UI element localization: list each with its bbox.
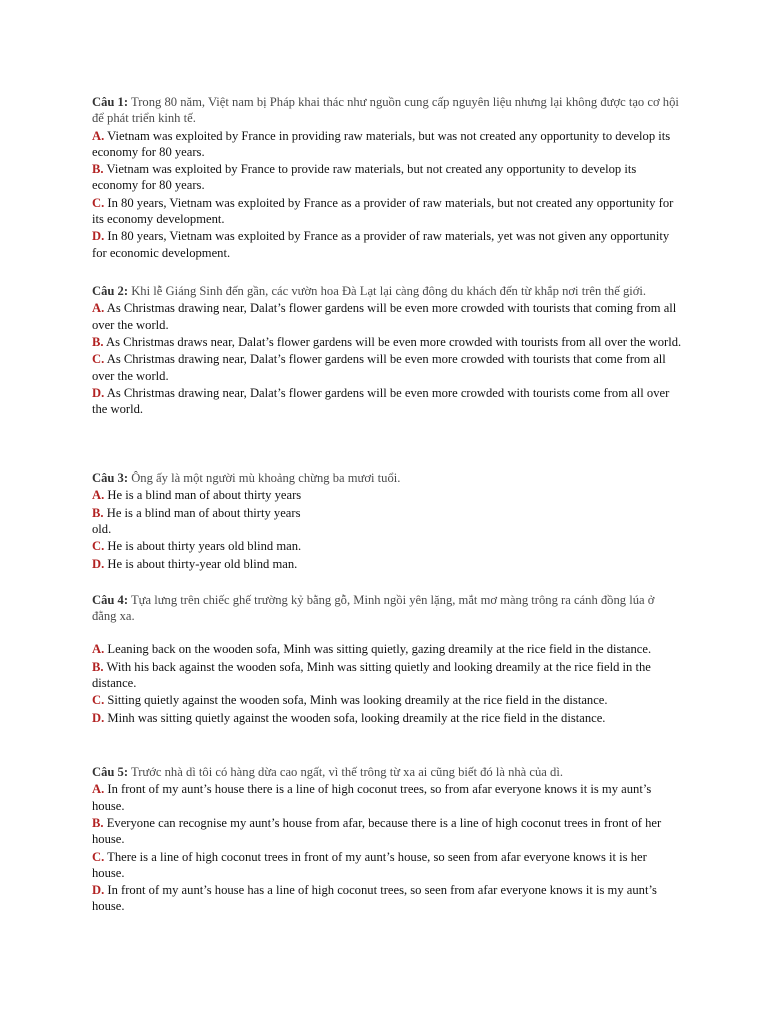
- option-letter: D.: [92, 556, 105, 571]
- option-letter: B.: [92, 334, 104, 349]
- option-letter: C.: [92, 693, 105, 708]
- option-d: [92, 556, 682, 572]
- option-d: [92, 710, 682, 726]
- option-text: Everyone can recognise my aunt’s house from afar, because there is a line of high coconut trees in front of her house.: [92, 815, 662, 847]
- option-letter: A.: [92, 301, 105, 316]
- option-a: [92, 781, 682, 813]
- option-b: [92, 659, 682, 691]
- question-3: [92, 470, 682, 572]
- option-text: As Christmas drawing near, Dalat’s flower gardens will be even more crowded with tourists that come from all over the world.: [92, 352, 666, 383]
- question-label: Câu 2:: [92, 284, 129, 298]
- option-d: [92, 882, 682, 914]
- question-prompt: Ông ấy là một người mù khoảng chừng ba mươi tuổi.: [131, 471, 401, 485]
- option-b: [92, 505, 682, 537]
- question-header: [92, 283, 682, 299]
- option-letter: A.: [92, 782, 105, 797]
- question-4: [92, 592, 682, 726]
- option-text: In front of my aunt’s house has a line of high coconut trees, so seen from afar everyone knows it is my aunt’s house.: [92, 883, 657, 914]
- option-text: Vietnam was exploited by France to provide raw materials, but not created any opportunity to develop its economy for 80 years.: [92, 162, 637, 193]
- option-letter: C.: [92, 539, 105, 554]
- option-letter: D.: [92, 385, 105, 400]
- option-text: Sitting quietly against the wooden sofa, Minh was looking dreamily at the rice field in the distance.: [107, 693, 608, 708]
- option-letter: A.: [92, 488, 105, 503]
- option-text: He is about thirty years old blind man.: [107, 539, 302, 554]
- question-label: Câu 5:: [92, 765, 129, 779]
- option-a: [92, 128, 682, 160]
- question-header: [92, 94, 682, 126]
- option-c: [92, 692, 682, 708]
- option-letter: D.: [92, 710, 105, 725]
- option-c: [92, 849, 682, 881]
- option-c: [92, 538, 682, 554]
- option-letter: D.: [92, 229, 105, 244]
- option-text: Minh was sitting quietly against the wooden sofa, looking dreamily at the rice field in the distance.: [107, 710, 606, 725]
- question-prompt: Tựa lưng trên chiếc ghế trường kỷ bằng gỗ, Minh ngồi yên lặng, mắt mơ màng trông ra cánh đồng lúa ở đằng xa.: [92, 593, 655, 624]
- option-letter: B.: [92, 659, 104, 674]
- question-prompt: Trong 80 năm, Việt nam bị Pháp khai thác như nguồn cung cấp nguyên liệu nhưng lại không được tạo cơ hội để phát triển kinh tế.: [92, 95, 679, 126]
- option-b: [92, 815, 682, 847]
- option-letter: B.: [92, 815, 104, 830]
- option-a: [92, 641, 682, 657]
- option-text: He is a blind man of about thirty years old.: [92, 505, 301, 536]
- option-d: [92, 228, 682, 260]
- option-letter: C.: [92, 352, 105, 367]
- option-text: As Christmas drawing near, Dalat’s flower gardens will be even more crowded with tourists that coming from all over the world.: [92, 301, 677, 332]
- option-letter: B.: [92, 505, 104, 520]
- option-text: Leaning back on the wooden sofa, Minh was sitting quietly, gazing dreamily at the rice field in the distance.: [107, 642, 652, 657]
- question-prompt: Khi lễ Giáng Sinh đến gần, các vườn hoa Đà Lạt lại càng đông du khách đến từ khắp nơi trên thế giới.: [131, 284, 647, 298]
- option-text: Vietnam was exploited by France in providing raw materials, but was not created any opportunity to develop its economy for 80 years.: [92, 128, 671, 159]
- option-text: He is a blind man of about thirty years: [107, 488, 302, 503]
- option-letter: B.: [92, 162, 104, 177]
- question-header: [92, 470, 682, 486]
- option-a: [92, 300, 682, 332]
- option-text: With his back against the wooden sofa, Minh was sitting quietly and looking dreamily at the rice field in the distance.: [92, 659, 651, 690]
- question-5: [92, 764, 682, 915]
- option-text: As Christmas draws near, Dalat’s flower gardens will be even more crowded with tourists from all over the world.: [106, 334, 682, 349]
- option-text: He is about thirty-year old blind man.: [107, 556, 298, 571]
- option-letter: C.: [92, 849, 105, 864]
- option-text: As Christmas drawing near, Dalat’s flower gardens will be even more crowded with tourists come from all over the world.: [92, 385, 670, 417]
- option-letter: C.: [92, 195, 105, 210]
- option-c: [92, 195, 682, 227]
- question-header: [92, 764, 682, 780]
- option-text: There is a line of high coconut trees in front of my aunt’s house, so seen from afar everyone knows it is her house.: [92, 849, 647, 880]
- option-d: [92, 385, 682, 417]
- question-prompt: Trước nhà dì tôi có hàng dừa cao ngất, vì thế trông từ xa ai cũng biết đó là nhà của dì.: [130, 765, 563, 779]
- option-c: [92, 351, 682, 383]
- question-2: [92, 283, 682, 417]
- option-a: [92, 487, 682, 503]
- option-letter: D.: [92, 883, 105, 898]
- option-letter: A.: [92, 642, 105, 657]
- question-label: Câu 1:: [92, 95, 129, 109]
- option-text: In 80 years, Vietnam was exploited by France as a provider of raw materials, yet was not given any opportunity for economic development.: [92, 229, 670, 260]
- option-b: [92, 161, 682, 193]
- option-text: In 80 years, Vietnam was exploited by France as a provider of raw materials, but not created any opportunity for its economy development.: [92, 195, 674, 226]
- option-text: In front of my aunt’s house there is a line of high coconut trees, so from afar everyone knows it is my aunt’s house.: [92, 782, 652, 813]
- question-1: [92, 94, 682, 261]
- option-b: [92, 334, 682, 350]
- question-header: [92, 592, 682, 624]
- question-label: Câu 4:: [92, 593, 129, 607]
- option-letter: A.: [92, 128, 105, 143]
- question-label: Câu 3:: [92, 471, 129, 485]
